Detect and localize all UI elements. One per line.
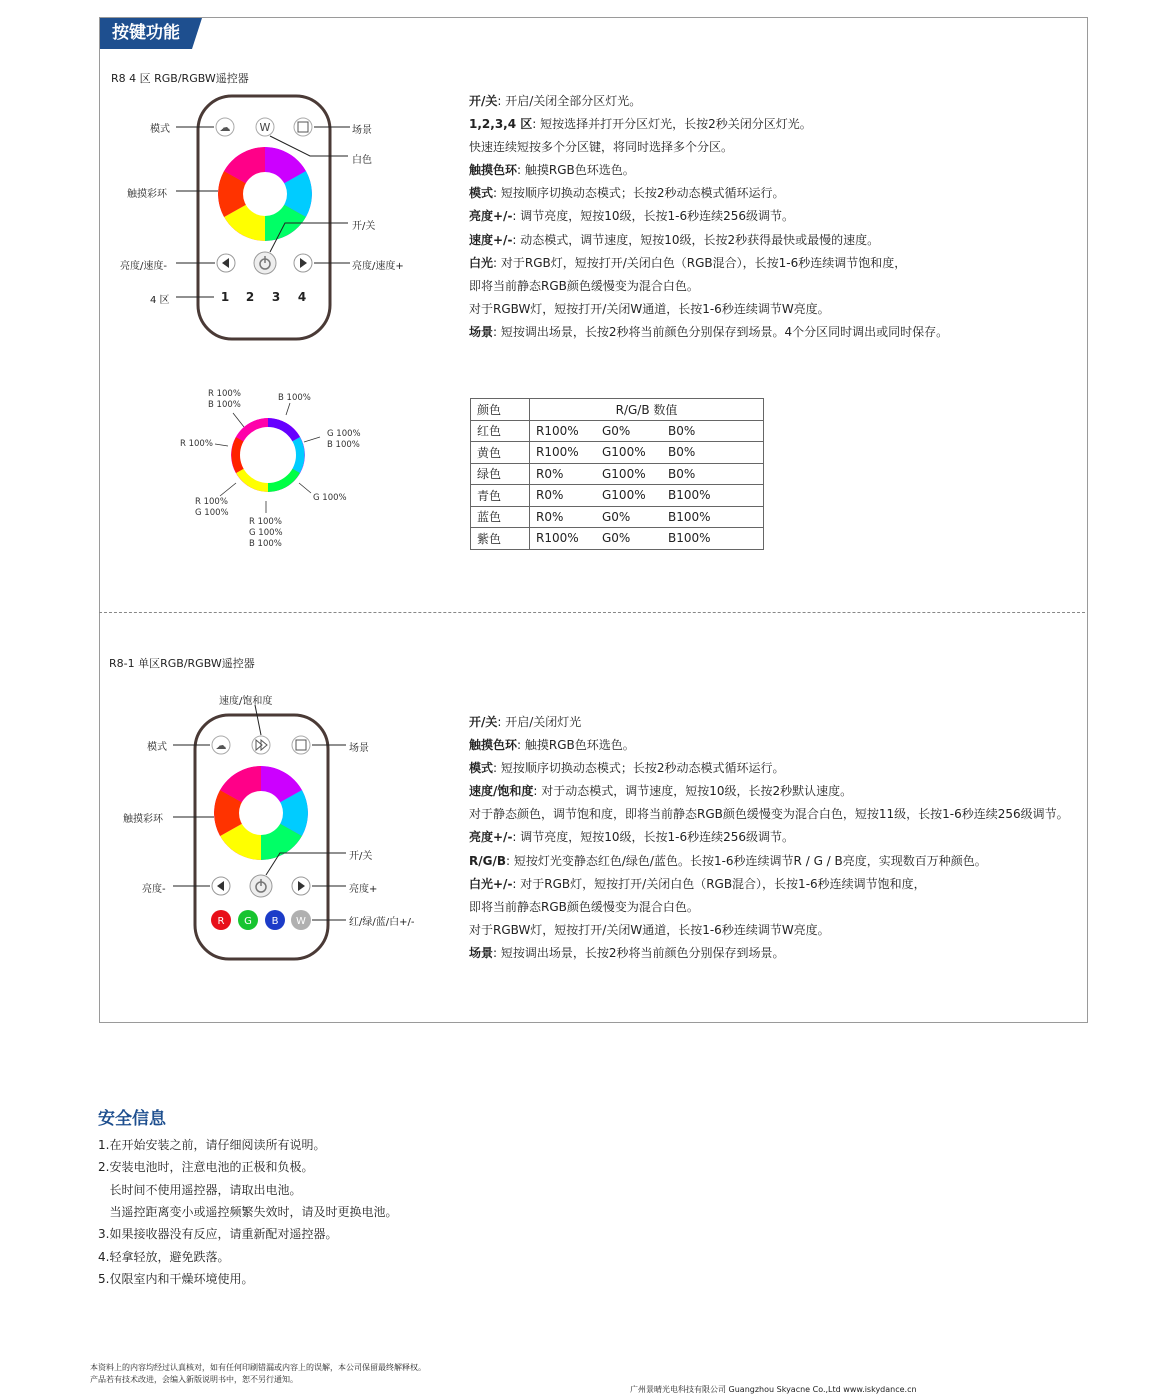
r81-white-label: W xyxy=(296,916,306,927)
table-row xyxy=(471,506,764,528)
r8-desc-text: : 动态模式，调节速度，短按10级，长按2秒获得最快或最慢的速度。 xyxy=(512,232,880,247)
table-row xyxy=(471,485,764,507)
r81-desc-text: : 短按调出场景，长按2秒将当前颜色分别保存到场景。 xyxy=(493,945,785,960)
r81-red-label: R xyxy=(217,916,225,927)
table-row xyxy=(471,420,764,442)
table-cell-color-name: 青色 xyxy=(471,485,530,507)
r81-description xyxy=(469,711,1069,965)
r81-subtitle: R8-1 单区RGB/RGBW遥控器 xyxy=(109,657,255,670)
r8-desc-line xyxy=(469,275,948,298)
r81-desc-text: : 对于RGB灯，短按打开/关闭白色（RGB混合），长按1-6秒连续调节饱和度， xyxy=(512,876,926,891)
r81-desc-text: : 调节亮度，短按10级，长按1-6秒连续256级调节。 xyxy=(512,830,795,845)
r8-desc-line xyxy=(469,321,948,344)
r8-subtitle: R8 4 区 RGB/RGBW遥控器 xyxy=(111,72,249,85)
r81-desc-line xyxy=(469,850,1069,873)
r8-zone3-button[interactable]: 3 xyxy=(271,290,281,304)
table-header-row xyxy=(471,399,764,421)
table-value-g: G0% xyxy=(602,531,631,546)
r81-desc-key: 白光+/- xyxy=(469,876,513,891)
r8-white-button-label: W xyxy=(259,121,271,134)
r8-desc-text: 快速连续短按多个分区键，将同时选择多个分区。 xyxy=(469,140,734,155)
r81-remote-diagram xyxy=(110,685,440,975)
wheel-label-right-bottom: G 100% xyxy=(313,493,347,503)
table-cell-color-name: 紫色 xyxy=(471,528,530,550)
r81-desc-key: 亮度+/- xyxy=(469,830,513,845)
r81-desc-key: 模式 xyxy=(469,761,494,776)
safety-item: 1.在开始安装之前，请仔细阅读所有说明。 xyxy=(98,1138,326,1152)
r8-zone4-button[interactable]: 4 xyxy=(297,290,307,304)
table-value-b: B0% xyxy=(668,466,696,481)
table-value-g: G100% xyxy=(602,445,646,460)
r8-desc-line xyxy=(469,136,948,159)
r8-desc-line xyxy=(469,205,948,228)
r8-power-label: 开/关 xyxy=(352,221,376,232)
r8-zone2-button[interactable]: 2 xyxy=(245,290,255,304)
r8-scene-button[interactable] xyxy=(294,118,312,136)
r8-desc-line xyxy=(469,229,948,252)
table-cell-rgb-values xyxy=(530,442,764,464)
r81-desc-text: 即将当前静态RGB颜色缓慢变为混合白色。 xyxy=(469,899,699,914)
safety-item: 2.安装电池时，注意电池的正极和负极。 xyxy=(98,1160,314,1175)
r8-touch-ring-label: 触摸彩环 xyxy=(127,189,167,200)
r81-desc-line xyxy=(469,826,1069,849)
table-value-r: R0% xyxy=(536,509,564,524)
wheel-label-top: B 100% xyxy=(278,393,311,403)
wheel-label-top-left: R 100% B 100% xyxy=(208,389,241,410)
r81-blue-label: B xyxy=(271,916,279,927)
r81-desc-line xyxy=(469,711,1069,734)
table-cell-rgb-values xyxy=(530,528,764,550)
r81-desc-text: : 触摸RGB色环选色。 xyxy=(517,738,635,753)
table-value-r: R100% xyxy=(536,531,579,546)
table-row xyxy=(471,528,764,550)
table-row xyxy=(471,463,764,485)
r8-desc-text: : 调节亮度，短按10级，长按1-6秒连续256级调节。 xyxy=(512,209,795,224)
safety-item: 4.轻拿轻放，避免跌落。 xyxy=(98,1249,230,1264)
safety-item: 3.如果接收器没有反应，请重新配对遥控器。 xyxy=(98,1227,338,1242)
r8-desc-line xyxy=(469,159,948,182)
table-header-color: 颜色 xyxy=(471,399,530,421)
r81-desc-line xyxy=(469,734,1069,757)
r8-mode-label: 模式 xyxy=(150,124,170,135)
table-value-b: B100% xyxy=(668,531,711,546)
r81-desc-line xyxy=(469,873,1069,896)
wheel-label-left: R 100% xyxy=(180,439,213,449)
r8-desc-text: : 开启/关闭全部分区灯光。 xyxy=(497,94,642,108)
r8-desc-text: 对于RGBW灯，短按打开/关闭W通道，长按1-6秒连续调节W亮度。 xyxy=(469,301,830,316)
r8-desc-text: : 短按选择并打开分区灯光，长按2秒关闭分区灯光。 xyxy=(532,117,812,132)
r8-desc-key: 场景 xyxy=(469,324,494,339)
r8-desc-text: : 对于RGB灯，短按打开/关闭白色（RGB混合），长按1-6秒连续调节饱和度， xyxy=(493,255,907,270)
r8-brightness-minus-label: 亮度/速度- xyxy=(120,261,167,272)
r81-ring-center xyxy=(239,791,283,835)
r81-desc-text: 对于静态颜色，调节饱和度，即将当前静态RGB颜色缓慢变为混合白色，短按11级，长按1-6秒连续256级调节。 xyxy=(469,807,1069,822)
r8-zone1-button[interactable]: 1 xyxy=(220,290,230,304)
r81-desc-line xyxy=(469,757,1069,780)
safety-title: 安全信息 xyxy=(98,1109,166,1129)
table-cell-color-name: 黄色 xyxy=(471,442,530,464)
r8-desc-key: 白光 xyxy=(469,255,494,270)
r81-scene-label: 场景 xyxy=(349,743,369,754)
r81-desc-text: : 对于动态模式，调节速度，短按10级，长按2秒默认速度。 xyxy=(533,784,853,799)
r81-desc-text: 对于RGBW灯，短按打开/关闭W通道，长按1-6秒连续调节W亮度。 xyxy=(469,922,830,937)
footer-company: 广州景晴光电科技有限公司 Guangzhou Skyacne Co.,Ltd www.iskydance.cn xyxy=(630,1385,917,1394)
r8-desc-text: 即将当前静态RGB颜色缓慢变为混合白色。 xyxy=(469,278,699,293)
color-value-table xyxy=(470,398,764,550)
r81-desc-line xyxy=(469,896,1069,919)
safety-item: 5.仅限室内和干燥环境使用。 xyxy=(98,1271,254,1286)
r8-desc-text: : 短按顺序切换动态模式；长按2秒动态模式循环运行。 xyxy=(493,186,785,201)
table-header-rgb: R/G/B 数值 xyxy=(530,399,764,421)
table-cell-rgb-values xyxy=(530,463,764,485)
r8-desc-line xyxy=(469,113,948,136)
r81-desc-text: : 短按顺序切换动态模式；长按2秒动态模式循环运行。 xyxy=(493,761,785,776)
r81-brightness-plus-label: 亮度+ xyxy=(349,884,378,895)
table-value-r: R100% xyxy=(536,423,579,438)
table-cell-color-name: 蓝色 xyxy=(471,506,530,528)
footer-note-1: 本资料上的内容均经过认真核对，如有任何印刷错漏或内容上的误解，本公司保留最终解释权。 xyxy=(90,1363,426,1372)
section-title: 按键功能 xyxy=(100,18,192,49)
r81-desc-line xyxy=(469,919,1069,942)
r8-desc-key: 触摸色环 xyxy=(469,163,518,178)
table-value-r: R0% xyxy=(536,466,564,481)
r81-desc-key: 场景 xyxy=(469,945,494,960)
table-cell-rgb-values xyxy=(530,420,764,442)
footer-note-2: 产品若有技术改进，会编入新版说明书中，恕不另行通知。 xyxy=(90,1375,298,1384)
table-value-g: G0% xyxy=(602,423,631,438)
r81-desc-key: 速度/饱和度 xyxy=(469,784,534,799)
r8-zone-label: 4 区 xyxy=(150,295,170,306)
table-cell-rgb-values xyxy=(530,485,764,507)
r8-desc-key: 速度+/- xyxy=(469,232,513,247)
r8-desc-line xyxy=(469,252,948,275)
table-row xyxy=(471,442,764,464)
table-cell-color-name: 红色 xyxy=(471,420,530,442)
table-value-g: G100% xyxy=(602,466,646,481)
r81-desc-key: 触摸色环 xyxy=(469,738,518,753)
wheel-label-right-top: G 100% B 100% xyxy=(327,429,361,450)
r8-desc-key: 开/关 xyxy=(469,94,498,108)
table-value-g: G0% xyxy=(602,509,631,524)
r8-desc-key: 亮度+/- xyxy=(469,209,513,224)
r81-desc-line xyxy=(469,780,1069,803)
table-value-g: G100% xyxy=(602,488,646,503)
r81-scene-button[interactable] xyxy=(292,736,310,754)
table-value-b: B0% xyxy=(668,423,696,438)
table-cell-rgb-values xyxy=(530,506,764,528)
r81-green-label: G xyxy=(244,916,252,927)
r81-desc-text: : 短按灯光变静态红色/绿色/蓝色。长按1-6秒连续调节R / G / B亮度，实现数百万种颜色。 xyxy=(506,853,987,868)
r81-desc-key: 开/关 xyxy=(469,715,498,729)
r8-desc-line xyxy=(469,90,948,113)
r8-desc-line xyxy=(469,182,948,205)
r81-rgbw-label: 红/绿/蓝/白+/- xyxy=(349,917,415,928)
r8-desc-text: : 触摸RGB色环选色。 xyxy=(517,163,635,178)
section-divider xyxy=(99,612,1085,613)
r81-desc-line xyxy=(469,803,1069,826)
table-value-r: R100% xyxy=(536,445,579,460)
table-value-b: B100% xyxy=(668,509,711,524)
r8-desc-key: 1,2,3,4 区 xyxy=(469,117,533,132)
r81-desc-line xyxy=(469,942,1069,965)
r8-desc-line xyxy=(469,298,948,321)
r81-power-label: 开/关 xyxy=(349,851,373,862)
r8-mode-icon: ☁ xyxy=(219,121,231,134)
r8-desc-key: 模式 xyxy=(469,186,494,201)
r8-brightness-plus-label: 亮度/速度+ xyxy=(352,261,404,272)
table-value-r: R0% xyxy=(536,488,564,503)
r8-ring-center xyxy=(243,172,287,216)
safety-item: 长时间不使用遥控器，请取出电池。 xyxy=(98,1182,302,1197)
r81-brightness-minus-label: 亮度- xyxy=(142,884,166,895)
r81-desc-key: R/G/B xyxy=(469,853,507,868)
r81-mode-label: 模式 xyxy=(147,742,167,753)
r8-white-label: 白色 xyxy=(352,155,372,166)
wheel-label-bottom-left: R 100% G 100% xyxy=(195,497,229,518)
table-value-b: B100% xyxy=(668,488,711,503)
r8-desc-text: : 短按调出场景，长按2秒将当前颜色分别保存到场景。4个分区同时调出或同时保存。 xyxy=(493,324,949,339)
r81-desc-text: : 开启/关闭灯光 xyxy=(497,715,582,729)
wheel-label-bottom: R 100% G 100% B 100% xyxy=(249,517,283,549)
r81-touch-ring-label: 触摸彩环 xyxy=(123,814,163,825)
table-value-b: B0% xyxy=(668,445,696,460)
r81-mode-icon: ☁ xyxy=(215,739,227,752)
r81-speed-label: 速度/饱和度 xyxy=(219,696,273,707)
safety-item: 当遥控距离变小或遥控频繁失效时，请及时更换电池。 xyxy=(98,1204,398,1219)
r8-description xyxy=(469,90,948,344)
table-cell-color-name: 绿色 xyxy=(471,463,530,485)
r8-scene-label: 场景 xyxy=(352,125,372,136)
